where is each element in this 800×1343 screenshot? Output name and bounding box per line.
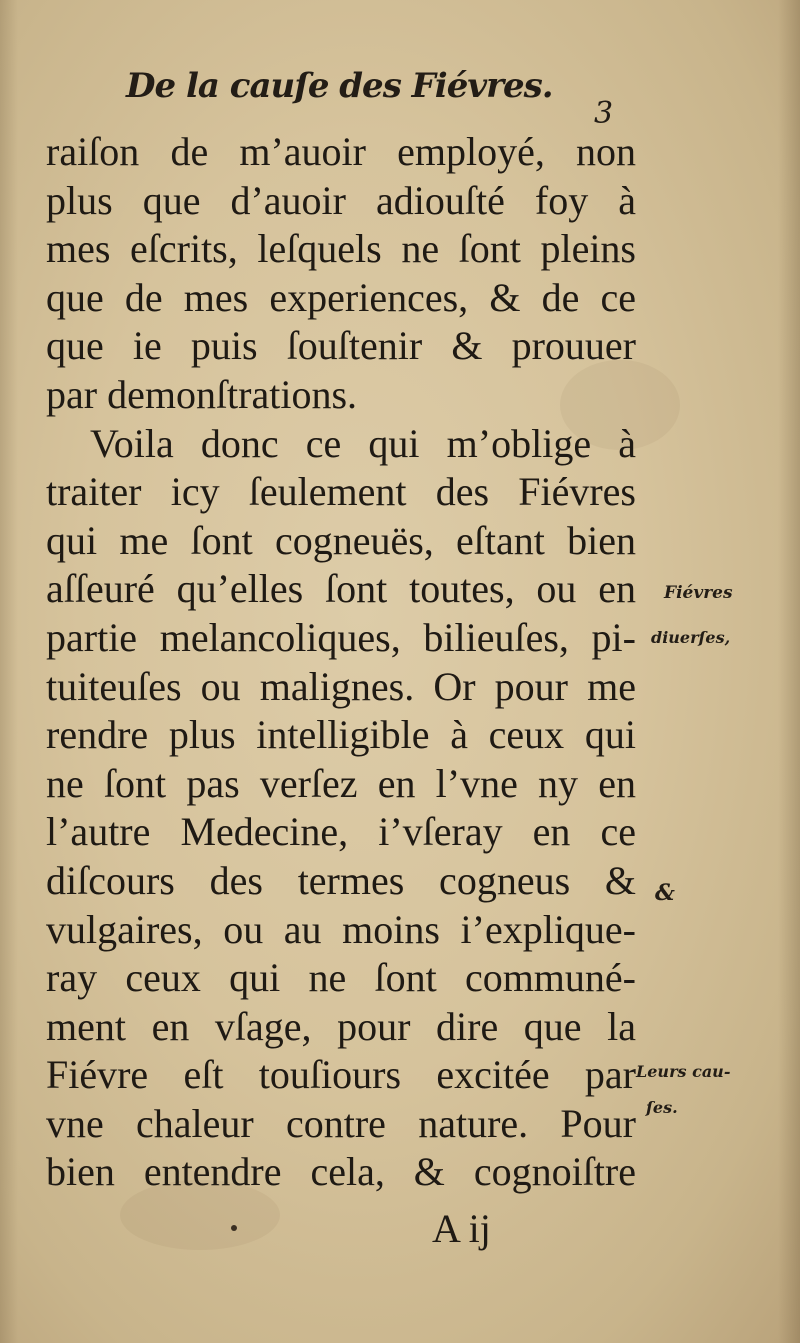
text-line: ne ſont pas verſez en l’vne ny en xyxy=(46,760,636,806)
marginal-note: Leurs cau- xyxy=(636,1062,731,1081)
text-line: ment en vſage, pour dire que la xyxy=(46,1003,636,1049)
text-line: vne chaleur contre nature. Pour xyxy=(46,1100,636,1146)
text-line: par demonſtrations. xyxy=(46,371,358,417)
text-line: Voila donc ce qui m’oblige à xyxy=(90,420,636,466)
text-line: rendre plus intelligible à ceux qui xyxy=(46,712,636,758)
text-line: plus que d’auoir adiouſté foy à xyxy=(46,177,636,223)
ink-dot xyxy=(231,1225,237,1231)
page-right-shadow xyxy=(778,0,800,1343)
text-line: traiter icy ſeulement des Fiévres xyxy=(46,469,636,515)
text-line: l’autre Medecine, i’vſeray en ce xyxy=(46,809,636,855)
text-line: ray ceux qui ne ſont communé- xyxy=(46,955,636,1001)
text-line: que de mes experiences, & de ce xyxy=(46,274,636,320)
text-line: aſſeuré qu’elles ſont toutes, ou en xyxy=(46,566,636,612)
text-line: mes eſcrits, leſquels ne ſont pleins xyxy=(46,226,636,272)
text-line: diſcours des termes cogneus & xyxy=(46,857,636,903)
text-line: qui me ſont cogneuës, eſtant bien xyxy=(46,517,636,563)
text-line: Fiévre eſt touſiours excitée par xyxy=(46,1052,636,1098)
text-line: raiſon de m’auoir employé, non xyxy=(46,129,636,174)
text-line: que ie puis ſouſtenir & prouuer xyxy=(46,323,636,369)
text-line: tuiteuſes ou malignes. Or pour me xyxy=(46,663,636,709)
page-number: 3 xyxy=(594,96,614,131)
text-line: bien entendre cela, & cognoiſtre xyxy=(46,1149,636,1195)
page-left-shadow xyxy=(0,0,18,1343)
body-text xyxy=(46,128,636,1197)
running-title: De la cauſe des Fiévres. xyxy=(126,66,553,106)
signature-mark: A ij xyxy=(432,1206,491,1251)
text-line: vulgaires, ou au moins i’explique- xyxy=(46,906,636,952)
marginal-note: diuerſes, xyxy=(651,628,731,647)
marginal-note: ſes. xyxy=(646,1098,678,1117)
marginal-note: Fiévres xyxy=(664,583,733,603)
marginal-note: & xyxy=(655,880,675,906)
text-line: partie melancoliques, bilieuſes, pi- xyxy=(46,614,636,660)
